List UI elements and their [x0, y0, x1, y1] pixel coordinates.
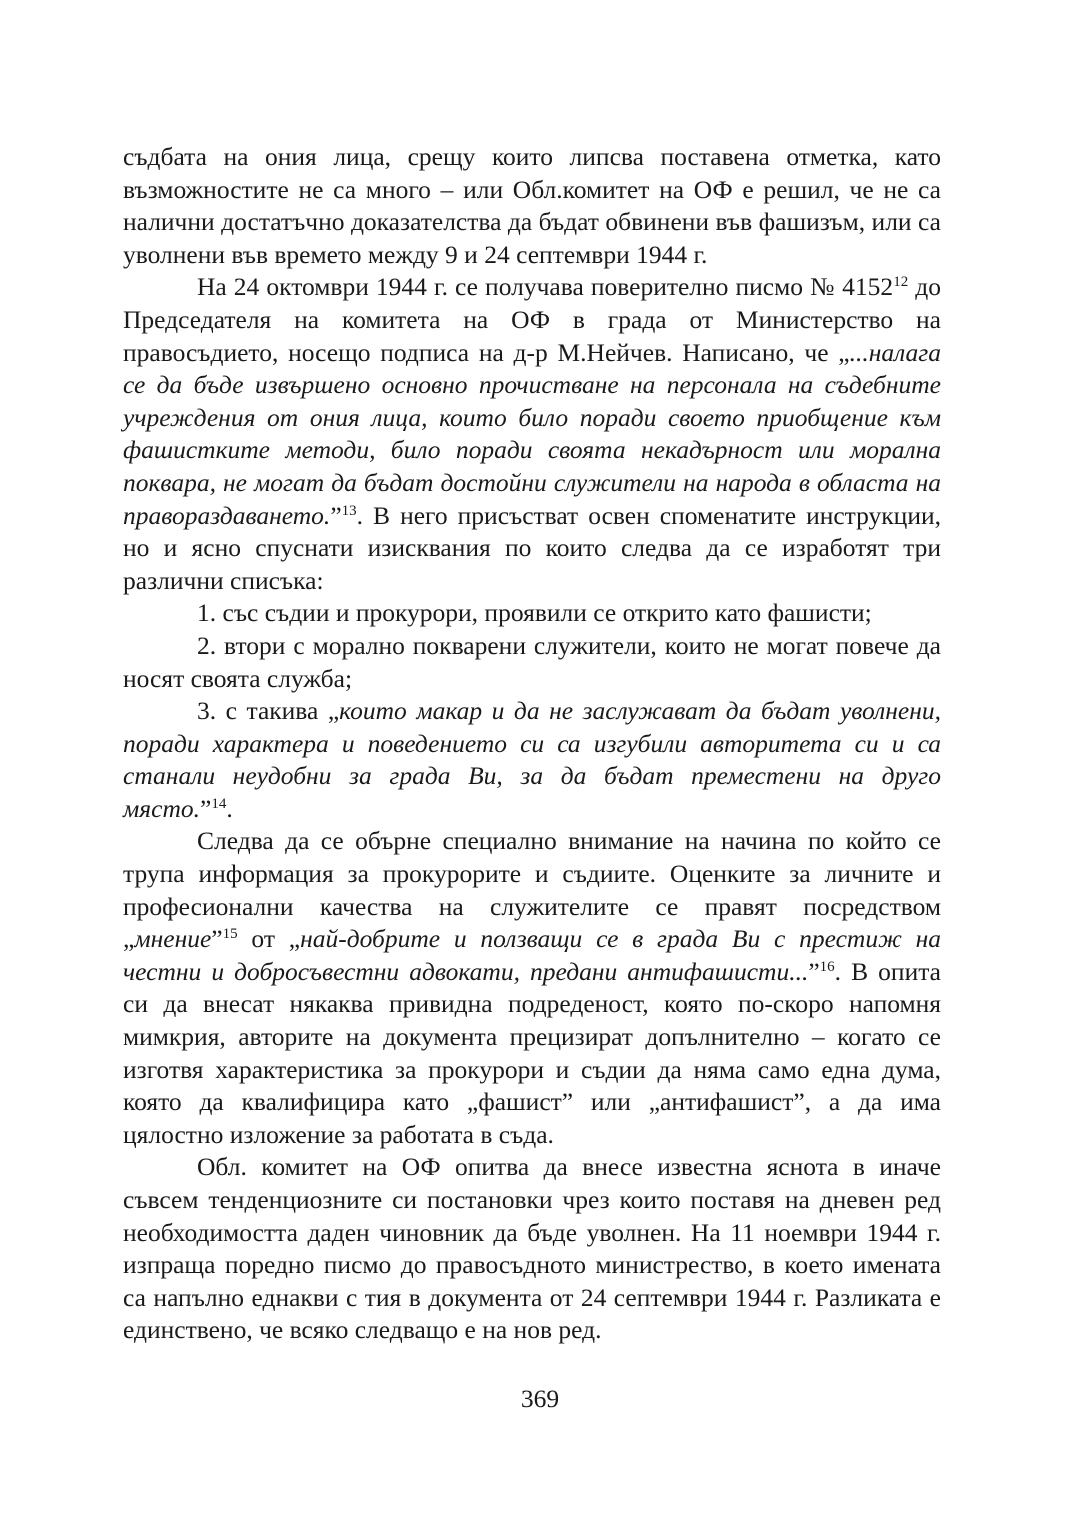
list-item-3-end: .: [226, 793, 233, 823]
list-item-3-prefix: 3. с такива „: [197, 696, 340, 726]
paragraph-3-quote-2-close: ”: [808, 956, 820, 986]
paragraph-2-text-c: . В него присъстват освен споменатите инструкции, но и ясно спуснати изисквания по които следва да се изработят три различни списъка:: [123, 500, 941, 595]
footnote-ref-14: 14: [211, 795, 227, 812]
paragraph-3-quote-1: мнение: [134, 924, 212, 954]
paragraph-4: [123, 1151, 941, 1347]
paragraph-2-quote: ...налага се да бъде извършено основно прочистване на персонала на съдебните учреждения от ония лица, които било поради своето приобщение към фашистките методи, било поради своята некадърност или морална поквара, не могат да бъдат достойни служители на народа в областа на правораздаването.: [123, 337, 941, 530]
paragraph-3-quote-1-close: ”: [211, 924, 223, 954]
paragraph-3-text-c: . В опита си да внесат някаква привидна подреденост, която по-скоро напомня мимкрия, авторите на документа прецизират допълнително – когато се изготвя характеристика за прокурори и съдии да няма само една дума, която да квалифицира като „фашист” или „антифашист”, а да има цялостно изложение за работата в съда.: [123, 956, 941, 1149]
list-item-3-quote: които макар и да не заслужават да бъдат уволнени, поради характера и поведението си са изгубили авторитета си и са станали неудобни за града Ви, за да бъдат преместени на друго място.: [123, 696, 942, 823]
list-item-3-quote-close: ”: [200, 793, 212, 823]
paragraph-2: [123, 271, 941, 597]
list-item-2: [123, 630, 941, 695]
paragraph-4-text: Обл. комитет на ОФ опитва да внесе известна яснота в иначе съвсем тенденциозните си постановки чрез които поставя на дневен ред необходимостта даден чиновник да бъде уволнен. На 11 ноември 1944 г. изпраща поредно писмо до правосъдното министрество, в което имената са напълно еднакви с тия в документа от 24 септември 1944 г. Разликата е единствено, че всяко следващо е на нов ред.: [123, 1152, 941, 1345]
footnote-ref-13: 13: [341, 502, 357, 519]
footnote-ref-16: 16: [819, 958, 835, 975]
paragraph-3-quote-2: най-добрите и ползващи се в града Ви с престиж на честни и добросъвестни адвокати, предани антифашисти...: [123, 924, 941, 986]
footnote-ref-12: 12: [893, 274, 909, 291]
list-item-1-text: 1. със съдии и прокурори, проявили се открито като фашисти;: [197, 598, 872, 628]
paragraph-2-text-a: На 24 октомври 1944 г. се получава поверително писмо № 4152: [197, 272, 894, 302]
paragraph-2-text-b: до Председателя на комитета на ОФ в града от Министерство на правосъдието, носещо подписа на д-р М.Нейчев. Написано, че „: [123, 272, 941, 367]
list-item-1: [123, 597, 941, 630]
page-number: 369: [520, 1384, 560, 1413]
paragraph-3-text-a: Следва да се обърне специално внимание на начина по който се трупа информация за прокурорите и съдиите. Оценките за личните и професионални качества на служителите се правят посредством „: [123, 826, 941, 954]
list-item-3: [123, 695, 941, 825]
paragraph-3: [123, 825, 941, 1151]
paragraph-1-text: съдбата на ония лица, срещу които липсва поставена отметка, като възможностите не са много – или Обл.комитет на ОФ е решил, че не са налични достатъчно доказателства да бъдат обвинени във фашизъм, или са уволнени във времето между 9 и 24 септември 1944 г.: [123, 142, 941, 269]
list-item-2-text: 2. втори с морално покварени служители, които не могат повече да носят своята служба;: [123, 630, 941, 693]
footnote-ref-15: 15: [222, 926, 238, 943]
paragraph-3-text-b: от „: [237, 924, 301, 954]
page-body: [123, 141, 941, 1347]
paragraph-1: [123, 141, 941, 271]
paragraph-2-quote-close: ”: [330, 500, 342, 530]
